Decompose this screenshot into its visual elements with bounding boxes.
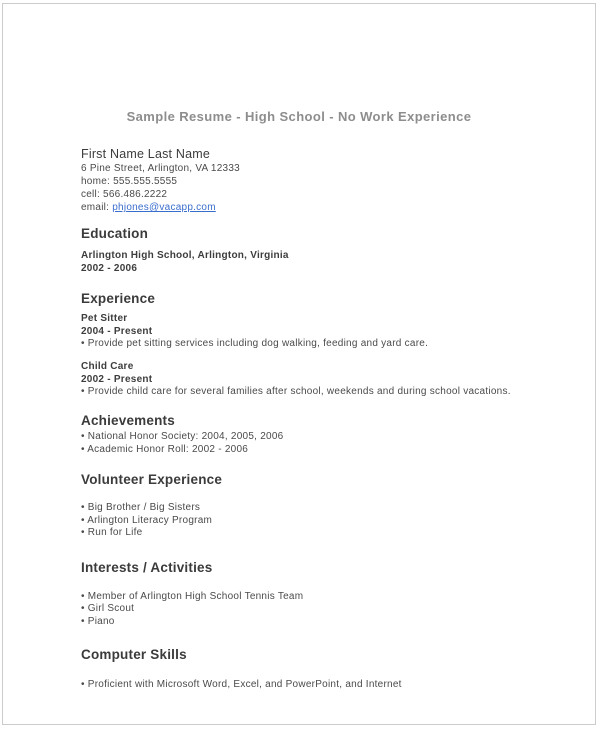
- job-title: Child Care: [81, 360, 134, 372]
- bullet-item: • Run for Life: [81, 527, 143, 538]
- bullet-item: • Academic Honor Roll: 2002 - 2006: [81, 443, 249, 455]
- section-computer-skills: [81, 647, 517, 692]
- education-heading: Education: [81, 226, 149, 241]
- education-dates: 2002 - 2006: [81, 263, 138, 274]
- section-education: [81, 226, 517, 275]
- bullet-item: • Member of Arlington High School Tennis Team: [81, 590, 304, 602]
- job-bullets: [81, 338, 517, 351]
- contact-email-line: [81, 201, 517, 214]
- contact-cell-phone: cell: 566.486.2222: [81, 189, 168, 200]
- resume-page: [2, 3, 596, 725]
- bullet-item: • Provide child care for several families after school, weekends and during school vacations.: [81, 385, 511, 397]
- section-experience: [81, 291, 517, 398]
- resume-content: [3, 4, 595, 692]
- interests-bullets: [81, 591, 517, 629]
- experience-entry: [81, 312, 517, 351]
- document-title: Sample Resume - High School - No Work Experience: [126, 109, 472, 124]
- section-volunteer-experience: [81, 472, 517, 540]
- achievements-bullets: [81, 431, 517, 456]
- section-interests-activities: [81, 560, 517, 629]
- experience-heading: Experience: [81, 291, 156, 306]
- interests-heading: Interests / Activities: [81, 559, 213, 575]
- computer-skills-bullets: [81, 679, 517, 692]
- job-title: Pet Sitter: [81, 313, 128, 324]
- job-bullets: [81, 386, 517, 399]
- volunteer-bullets: [81, 502, 517, 540]
- contact-home-phone: home: 555.555.5555: [81, 176, 178, 187]
- section-achievements: [81, 413, 517, 456]
- bullet-item: • Arlington Literacy Program: [81, 514, 213, 526]
- bullet-item: • Piano: [81, 615, 115, 627]
- contact-email-label: email:: [81, 202, 110, 213]
- achievements-heading: Achievements: [81, 413, 175, 428]
- bullet-item: • Girl Scout: [81, 603, 135, 614]
- education-entry: [81, 249, 517, 275]
- bullet-item: • Provide pet sitting services including dog walking, feeding and yard care.: [81, 338, 429, 349]
- job-dates: 2004 - Present: [81, 326, 153, 337]
- bullet-item: • National Honor Society: 2004, 2005, 2006: [81, 431, 284, 442]
- contact-name: First Name Last Name: [81, 147, 211, 161]
- email-link[interactable]: phjones@vacapp.com: [112, 202, 216, 213]
- education-school: Arlington High School, Arlington, Virginia: [81, 250, 289, 261]
- experience-entry: [81, 360, 517, 399]
- contact-block: [81, 146, 517, 214]
- contact-address: 6 Pine Street, Arlington, VA 12333: [81, 163, 240, 174]
- bullet-item: • Proficient with Microsoft Word, Excel, and PowerPoint, and Internet: [81, 679, 402, 690]
- volunteer-heading: Volunteer Experience: [81, 472, 223, 487]
- bullet-item: • Big Brother / Big Sisters: [81, 502, 201, 513]
- job-dates: 2002 - Present: [81, 373, 153, 385]
- computer-skills-heading: Computer Skills: [81, 647, 187, 662]
